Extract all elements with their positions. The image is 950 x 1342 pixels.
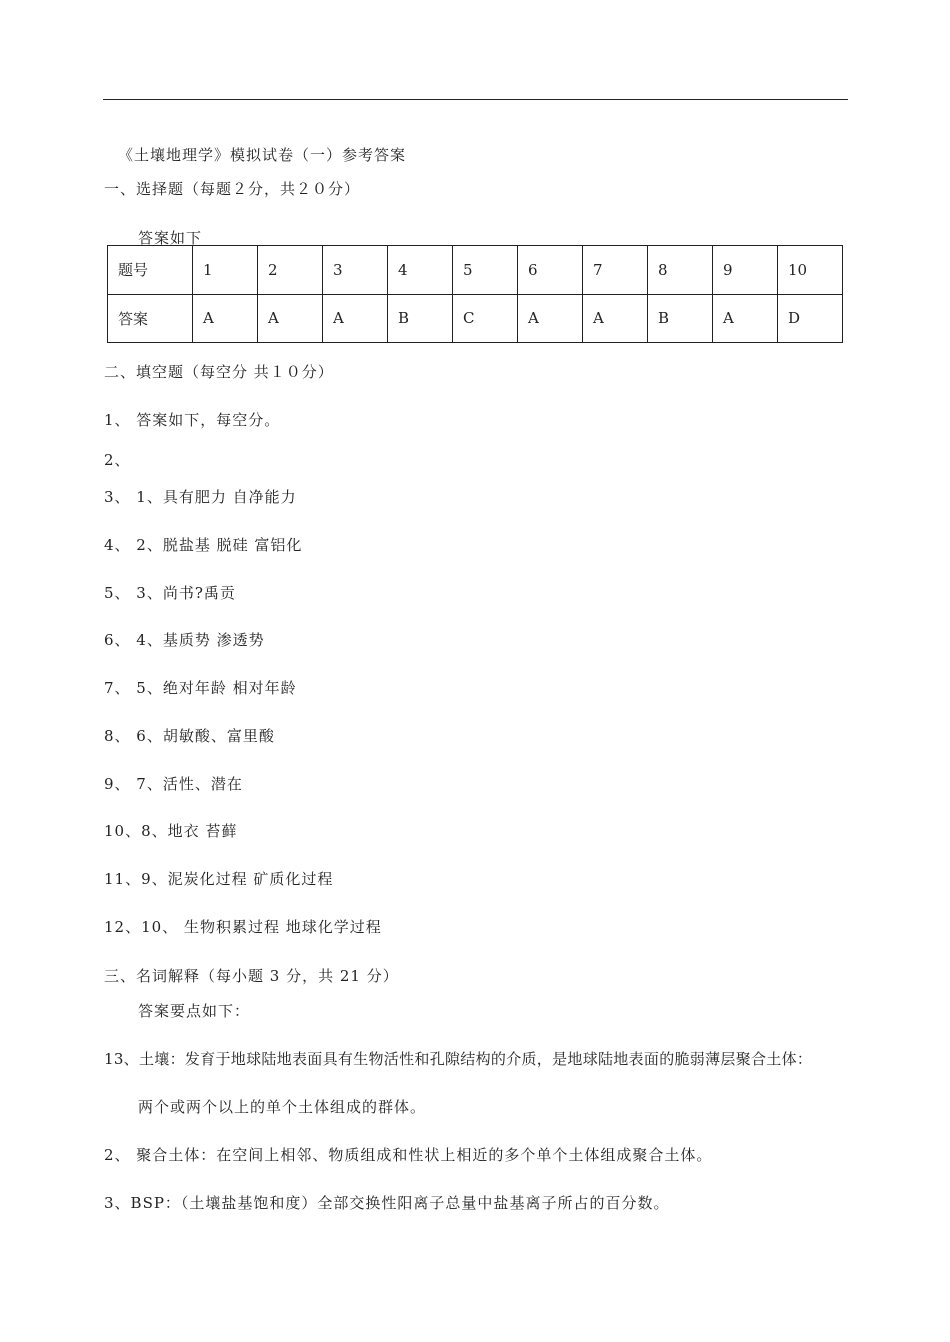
answer-table-header-row [108,246,843,295]
list-item: 3、BSP：（土壤盐基饱和度）全部交换性阳离子总量中盐基离子所占的百分数。 [104,1194,670,1212]
answer-table [107,245,843,343]
list-item: 9、 7、活性、潜在 [104,775,243,793]
table-cell: A [518,294,583,343]
list-item: 8、 6、胡敏酸、富里酸 [104,727,275,745]
table-cell: A [258,294,323,343]
list-item: 4、 2、脱盐基 脱硅 富铝化 [104,536,303,554]
table-cell: A [713,294,778,343]
table-cell: 6 [518,246,583,295]
section-2-heading: 二、填空题（每空分 共１０分） [104,363,334,381]
section-1-heading: 一、选择题（每题２分，共２０分） [104,180,361,198]
table-cell: A [193,294,258,343]
list-item: 3、 1、具有肥力 自净能力 [104,488,297,506]
table-cell: 9 [713,246,778,295]
table-cell: B [648,294,713,343]
table-cell: 3 [323,246,388,295]
header-rule [103,99,848,100]
list-item: 2、 [104,451,131,469]
list-item: 1、 答案如下，每空分。 [104,411,281,429]
table-cell: 4 [388,246,453,295]
list-item: 5、 3、尚书?禹贡 [104,584,236,602]
answer-table-answer-row [108,294,843,343]
table-cell: 7 [583,246,648,295]
table-cell: A [323,294,388,343]
table-cell: 8 [648,246,713,295]
document-title: 《土壤地理学》模拟试卷（一）参考答案 [118,146,407,164]
list-item: 两个或两个以上的单个土体组成的群体。 [138,1098,427,1116]
table-cell: 5 [453,246,518,295]
list-item: 13、土壤：发育于地球陆地表面具有生物活性和孔隙结构的介质，是地球陆地表面的脆弱薄层聚合土体： [104,1050,813,1068]
list-item: 10、8、地衣 苔藓 [104,822,238,840]
table-cell: 2 [258,246,323,295]
table-cell: 题号 [108,246,193,295]
table-cell: 答案 [108,294,193,343]
list-item: 11、9、泥炭化过程 矿质化过程 [104,870,334,888]
table-cell: D [778,294,843,343]
section-3-heading: 三、名词解释（每小题 3 分，共 21 分） [104,967,399,985]
list-item: 7、 5、绝对年龄 相对年龄 [104,679,297,697]
table-cell: A [583,294,648,343]
section-3-intro: 答案要点如下： [138,1002,251,1020]
table-cell: C [453,294,518,343]
table-cell: B [388,294,453,343]
list-item: 12、10、 生物积累过程 地球化学过程 [104,918,382,936]
list-item: 6、 4、基质势 渗透势 [104,631,265,649]
table-cell: 1 [193,246,258,295]
table-cell: 10 [778,246,843,295]
section-1-intro: 答案如下 [138,229,203,247]
list-item: 2、 聚合土体：在空间上相邻、物质组成和性状上相近的多个单个土体组成聚合土体。 [104,1146,713,1164]
